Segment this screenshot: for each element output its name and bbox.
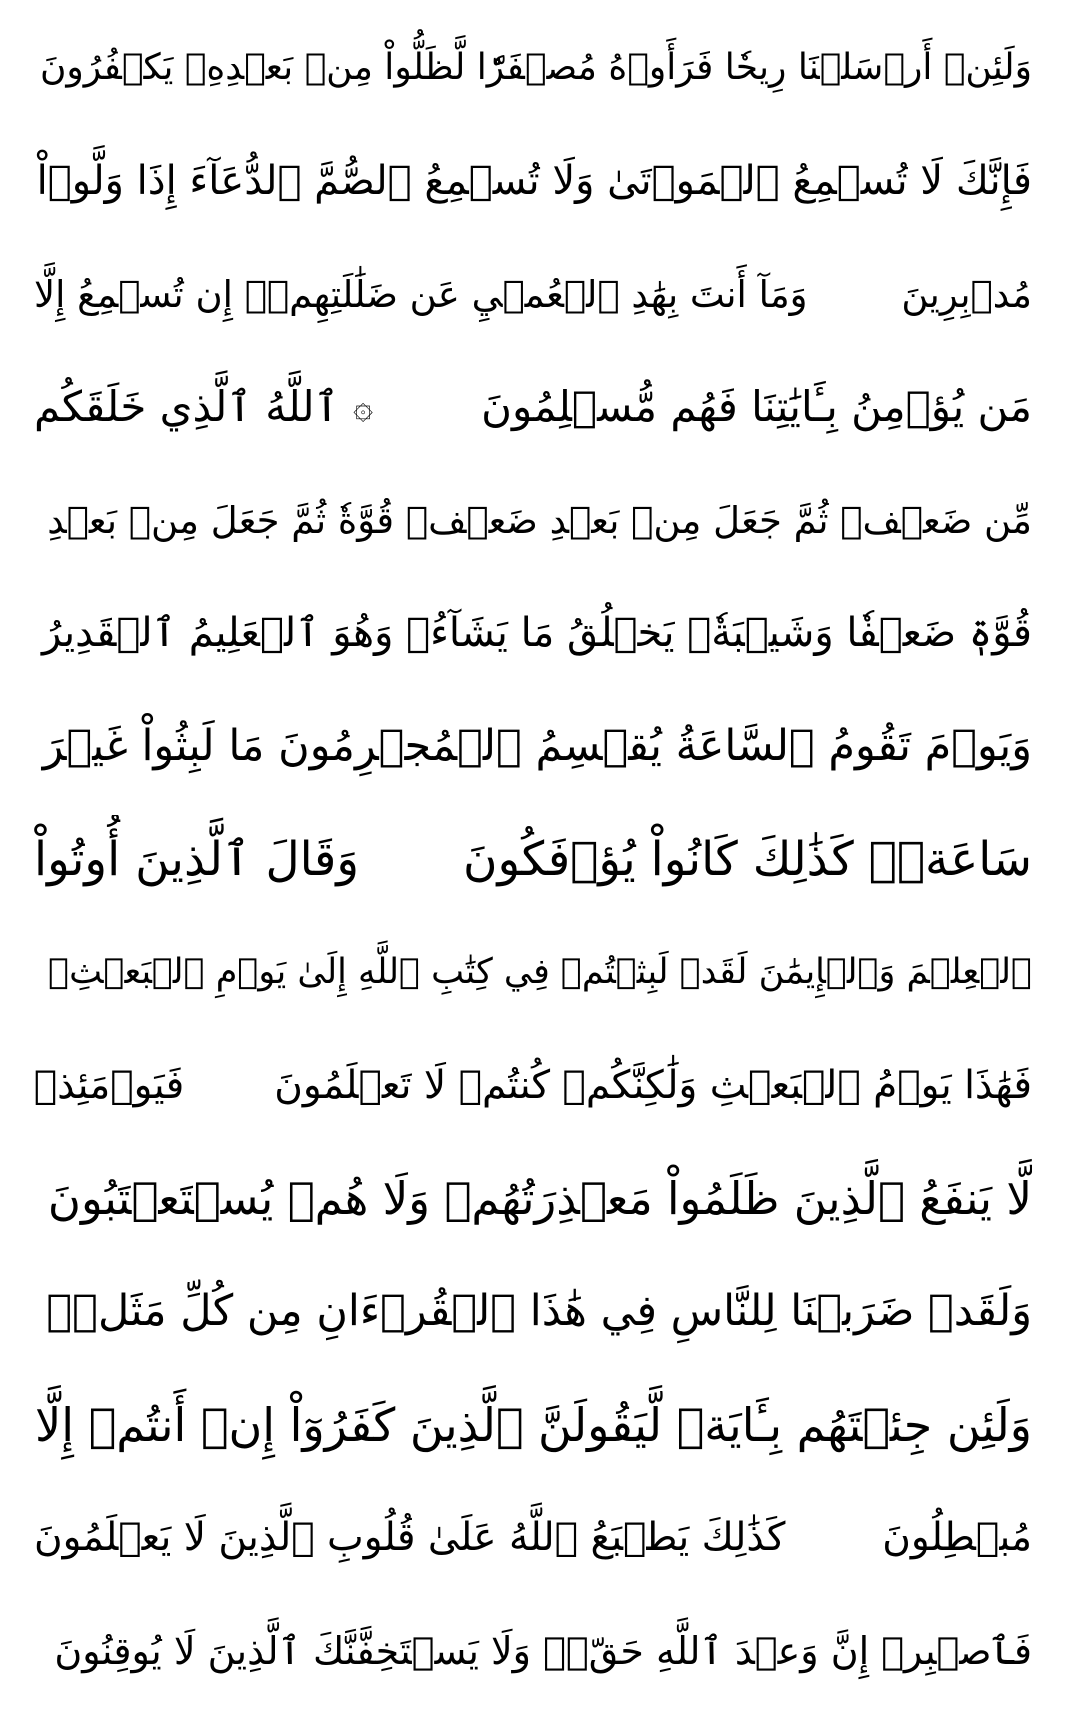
- verse-line-15: [34, 1607, 1032, 1695]
- verse-line-9: [34, 929, 1032, 1017]
- verse-text: وَلَقَدۡ ضَرَبۡنَا لِلنَّاسِ فِي هَٰذَا ٱلۡقُرۡءَانِ مِن كُلِّ مَثَلٖۚ: [46, 1286, 1032, 1337]
- verse-text: فَهَٰذَا يَوۡمُ ٱلۡبَعۡثِ وَلَٰكِنَّكُمۡ كُنتُمۡ لَا تَعۡلَمُونَ: [274, 1063, 1032, 1109]
- verse-text: فَٱصۡبِرۡ إِنَّ وَعۡدَ ٱللَّهِ حَقّٞۖ وَلَا يَسۡتَخِفَّنَّكَ ٱلَّذِينَ لَا يُوقِنُونَ: [54, 1628, 1032, 1673]
- verse-line-8: [34, 815, 1032, 903]
- verse-text: مِّن ضَعۡفٖ ثُمَّ جَعَلَ مِنۢ بَعۡدِ ضَعۡفٖ قُوَّةٗ ثُمَّ جَعَلَ مِنۢ بَعۡدِ: [47, 498, 1032, 542]
- verse-line-13: [34, 1381, 1032, 1469]
- verse-text: مُبۡطِلُونَ: [882, 1515, 1032, 1561]
- verse-line-4: [34, 363, 1032, 451]
- verse-line-2: [34, 137, 1032, 225]
- verse-line-10: [34, 1042, 1032, 1130]
- verse-text: فَإِنَّكَ لَا تُسۡمِعُ ٱلۡمَوۡتَىٰ وَلَا تُسۡمِعُ ٱلصُّمَّ ٱلدُّعَآءَ إِذَا وَلَّوۡاْ: [36, 158, 1032, 205]
- verse-text: وَقَالَ ٱلَّذِينَ أُوتُواْ: [34, 831, 360, 887]
- verse-text: قُوَّةٖ ضَعۡفٗا وَشَيۡبَةٗۚ يَخۡلُقُ مَا يَشَآءُۚ وَهُوَ ٱلۡعَلِيمُ ٱلۡقَدِيرُ: [41, 610, 1032, 657]
- verse-text: مَن يُؤۡمِنُ بِـَٔايَٰتِنَا فَهُم مُّسۡلِمُونَ: [481, 382, 1032, 432]
- verse-line-6: [34, 589, 1032, 677]
- verse-line-1: [34, 24, 1032, 112]
- verse-text: ٱللَّهُ ٱلَّذِي خَلَقَكُم: [34, 382, 340, 432]
- verse-line-5: [34, 476, 1032, 564]
- verse-line-7: [34, 702, 1032, 790]
- verse-text: مُدۡبِرِينَ: [901, 272, 1032, 316]
- verse-line-11: [34, 1155, 1032, 1243]
- verse-text: وَلَئِن جِئۡتَهُم بِـَٔايَةٖ لَّيَقُولَنَّ ٱلَّذِينَ كَفَرُوٓاْ إِنۡ أَنتُمۡ إِلَّا: [34, 1397, 1032, 1452]
- verse-text: لَّا يَنفَعُ ٱلَّذِينَ ظَلَمُواْ مَعۡذِرَتُهُمۡ وَلَا هُمۡ يُسۡتَعۡتَبُونَ: [47, 1172, 1032, 1226]
- verse-text: كَذَٰلِكَ يَطۡبَعُ ٱللَّهُ عَلَىٰ قُلُوبِ ٱلَّذِينَ لَا يَعۡلَمُونَ: [34, 1515, 786, 1561]
- verse-line-3: [34, 250, 1032, 338]
- verse-text: وَلَئِنۡ أَرۡسَلۡنَا رِيحٗا فَرَأَوۡهُ مُصۡفَرّٗا لَّظَلُّواْ مِنۢ بَعۡدِهِۦ يَكۡفُرُونَ: [39, 47, 1032, 88]
- verse-text: وَيَوۡمَ تَقُومُ ٱلسَّاعَةُ يُقۡسِمُ ٱلۡمُجۡرِمُونَ مَا لَبِثُواْ غَيۡرَ: [42, 720, 1032, 771]
- verse-text: سَاعَةٖۚ كَذَٰلِكَ كَانُواْ يُؤۡفَكُونَ: [462, 831, 1032, 887]
- verse-text: فَيَوۡمَئِذٖ: [34, 1063, 185, 1109]
- verse-text: ٱلۡعِلۡمَ وَٱلۡإِيمَٰنَ لَقَدۡ لَبِثۡتُمۡ فِي كِتَٰبِ ٱللَّهِ إِلَىٰ يَوۡمِ ٱلۡبَعۡثِۖ: [48, 952, 1032, 992]
- verse-line-14: [34, 1494, 1032, 1582]
- verse-line-12: [34, 1268, 1032, 1356]
- hizb-marker-icon: ۞: [353, 387, 374, 428]
- verse-text: وَمَآ أَنتَ بِهَٰدِ ٱلۡعُمۡيِ عَن ضَلَٰلَتِهِمۡۖ إِن تُسۡمِعُ إِلَّا: [34, 272, 808, 316]
